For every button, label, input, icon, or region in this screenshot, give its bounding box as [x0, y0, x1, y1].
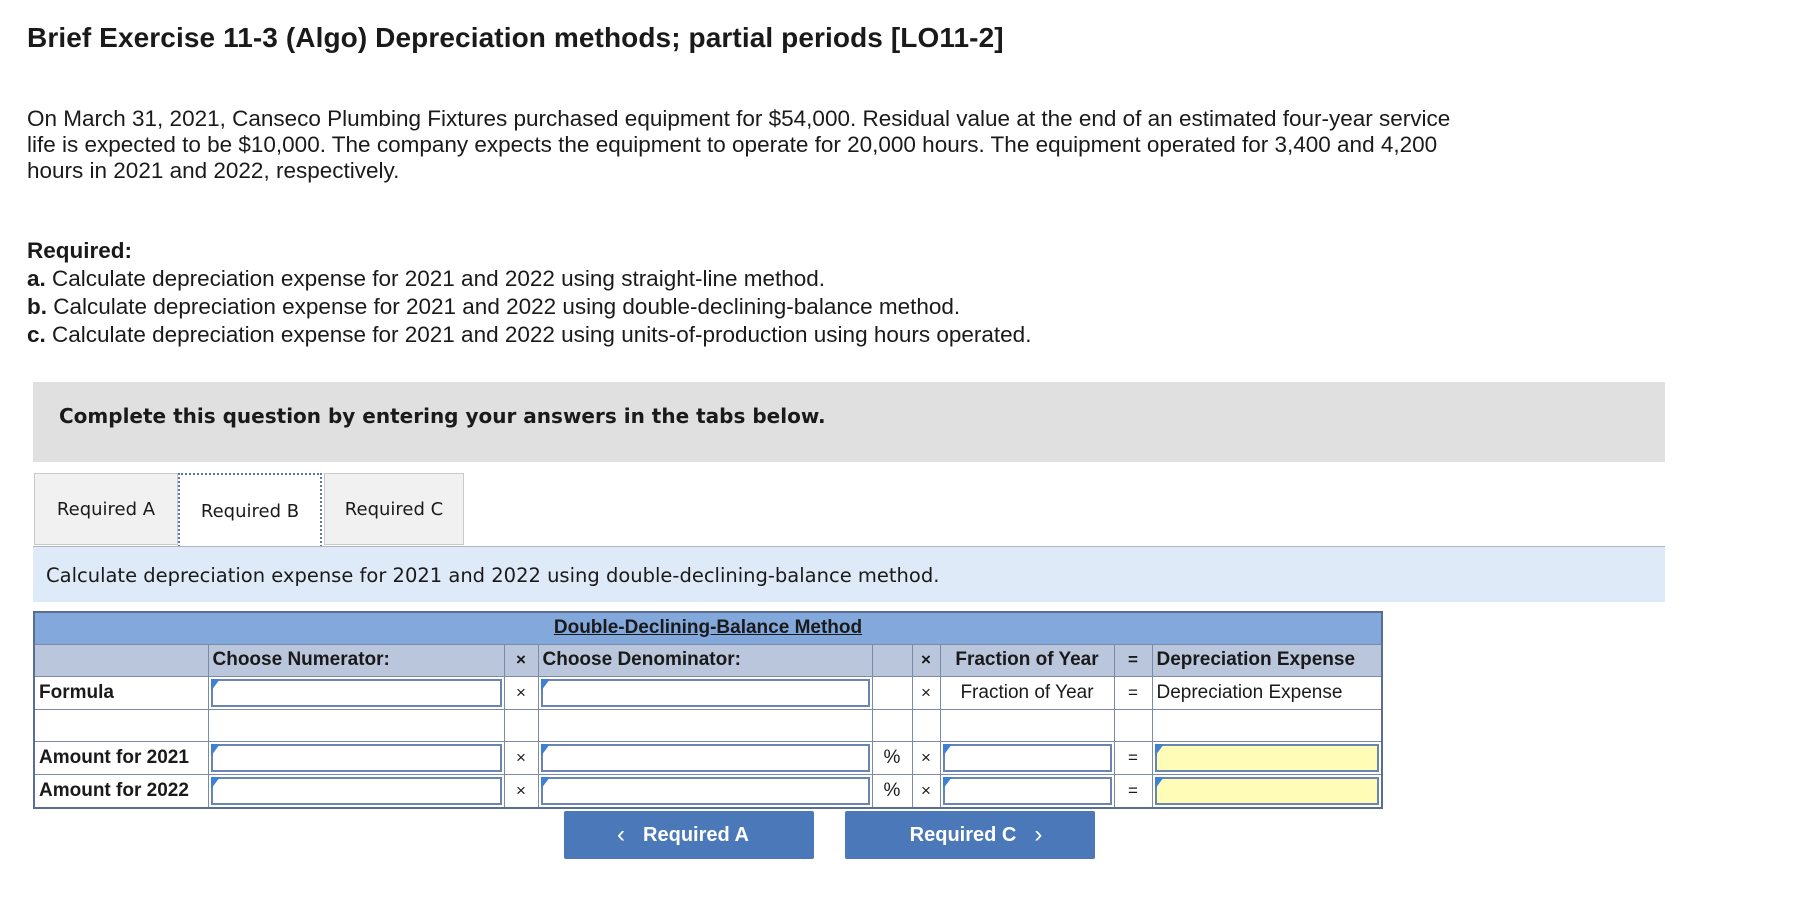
- subheader-blank: [34, 644, 208, 676]
- percent-2021: %: [872, 741, 912, 774]
- times-2022: ×: [504, 774, 538, 808]
- fraction-input-2021[interactable]: [943, 744, 1112, 772]
- times-2-2021: ×: [912, 741, 940, 774]
- tab-prompt: Calculate depreciation expense for 2021 and 2022 using double-declining-balance method.: [46, 564, 940, 587]
- numerator-cell-2022: [208, 774, 504, 808]
- formula-denominator-select[interactable]: [541, 679, 870, 707]
- expense-input-2021[interactable]: [1155, 744, 1380, 772]
- subheader-pct-blank: [872, 644, 912, 676]
- next-button-label: Required C: [909, 823, 1017, 846]
- fraction-cell-2021: [940, 741, 1114, 774]
- equals-2022: =: [1114, 774, 1152, 808]
- denominator-input-2021[interactable]: [541, 744, 870, 772]
- dropdown-flag-icon: [541, 679, 550, 691]
- formula-row: [34, 676, 1382, 709]
- instructions-box: [33, 382, 1665, 462]
- table-heading: Double-Declining-Balance Method: [34, 612, 1382, 644]
- ddb-table: [33, 611, 1383, 809]
- formula-numerator-select[interactable]: [211, 679, 502, 707]
- subheader-equals: =: [1114, 644, 1152, 676]
- required-item-b: b. Calculate depreciation expense for 2021 and 2022 using double-declining-balance method.: [27, 294, 961, 319]
- input-flag-icon: [943, 744, 952, 756]
- input-flag-icon: [1155, 744, 1164, 756]
- subheader-expense: Depreciation Expense: [1152, 644, 1382, 676]
- numerator-input-2022[interactable]: [211, 777, 502, 805]
- tab-required-b[interactable]: Required B: [178, 473, 322, 547]
- input-flag-icon: [541, 777, 550, 789]
- expense-input-2022[interactable]: [1155, 777, 1380, 805]
- formula-denominator-cell: [538, 676, 872, 709]
- denominator-cell-2021: [538, 741, 872, 774]
- separator-row: [34, 709, 1382, 741]
- problem-text: On March 31, 2021, Canseco Plumbing Fixtures purchased equipment for $54,000. Residual value at the end of an estimated four-year service life is expected to be $10,000. The company expects the equipment to operate for 20,000 hours. The equipment operated for 3,400 and 4,200 hours in 2021 and 2022, respectively.: [27, 106, 1451, 183]
- equals-2021: =: [1114, 741, 1152, 774]
- table-row: [34, 774, 1382, 808]
- prev-required-a-button[interactable]: [564, 811, 814, 859]
- formula-fraction: Fraction of Year: [940, 676, 1114, 709]
- formula-label: Formula: [34, 676, 208, 709]
- formula-equals: =: [1114, 676, 1152, 709]
- times-2-2022: ×: [912, 774, 940, 808]
- row-label-2022: Amount for 2022: [34, 774, 208, 808]
- subheader-denominator: Choose Denominator:: [538, 644, 872, 676]
- formula-expense: Depreciation Expense: [1152, 676, 1382, 709]
- required-section: [27, 237, 1031, 349]
- input-flag-icon: [541, 744, 550, 756]
- numerator-cell-2021: [208, 741, 504, 774]
- percent-2022: %: [872, 774, 912, 808]
- tab-prompt-bar: [33, 547, 1665, 602]
- input-flag-icon: [1155, 777, 1164, 789]
- tab-required-c[interactable]: Required C: [324, 473, 464, 545]
- row-label-2021: Amount for 2021: [34, 741, 208, 774]
- next-required-c-button[interactable]: [845, 811, 1095, 859]
- times-2021: ×: [504, 741, 538, 774]
- input-flag-icon: [943, 777, 952, 789]
- subheader-fraction: Fraction of Year: [940, 644, 1114, 676]
- chevron-left-icon: ‹: [617, 821, 626, 848]
- subheader-times: ×: [504, 644, 538, 676]
- tab-required-a[interactable]: Required A: [34, 473, 178, 545]
- subheader-times-2: ×: [912, 644, 940, 676]
- subheader-numerator: Choose Numerator:: [208, 644, 504, 676]
- fraction-cell-2022: [940, 774, 1114, 808]
- page-title: Brief Exercise 11-3 (Algo) Depreciation methods; partial periods [LO11-2]: [27, 22, 1004, 53]
- chevron-right-icon: ›: [1034, 821, 1043, 848]
- instructions-text: Complete this question by entering your answers in the tabs below.: [59, 404, 826, 428]
- fraction-input-2022[interactable]: [943, 777, 1112, 805]
- denominator-cell-2022: [538, 774, 872, 808]
- formula-numerator-cell: [208, 676, 504, 709]
- input-flag-icon: [211, 744, 220, 756]
- formula-times: ×: [504, 676, 538, 709]
- expense-cell-2022: [1152, 774, 1382, 808]
- required-title: Required:: [27, 238, 133, 263]
- formula-pct-blank: [872, 676, 912, 709]
- numerator-input-2021[interactable]: [211, 744, 502, 772]
- input-flag-icon: [211, 777, 220, 789]
- prev-button-label: Required A: [643, 823, 749, 846]
- required-item-a: a. Calculate depreciation expense for 2021 and 2022 using straight-line method.: [27, 266, 826, 291]
- table-row: [34, 741, 1382, 774]
- expense-cell-2021: [1152, 741, 1382, 774]
- required-item-c: c. Calculate depreciation expense for 2021 and 2022 using units-of-production using hours operated.: [27, 322, 1032, 347]
- denominator-input-2022[interactable]: [541, 777, 870, 805]
- formula-times-2: ×: [912, 676, 940, 709]
- dropdown-flag-icon: [211, 679, 220, 691]
